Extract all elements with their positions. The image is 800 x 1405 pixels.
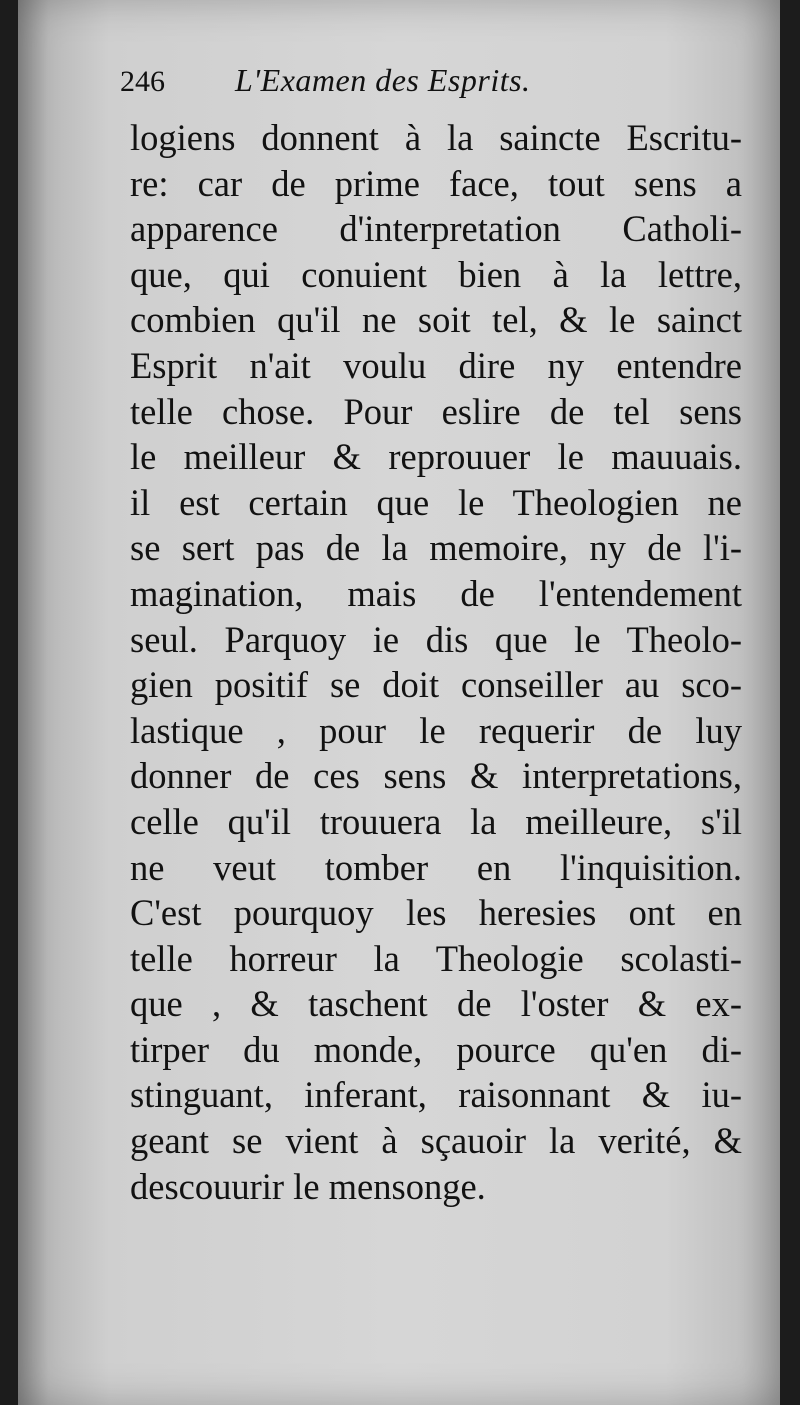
text-line: C'est pourquoy les heresies ont en (130, 892, 742, 934)
text-line: donner de ces sens & interpretations, (130, 755, 742, 797)
text-line: que , & taschent de l'oster & ex- (130, 983, 742, 1025)
text-line: ne veut tomber en l'inquisition. (130, 846, 742, 888)
page-number: 246 (120, 65, 165, 98)
body-text (130, 115, 742, 1209)
text-line: stinguant, inferant, raisonnant & iu- (130, 1074, 742, 1116)
text-line: se sert pas de la memoire, ny de l'i- (130, 527, 742, 569)
page-header (120, 62, 680, 112)
text-line: le meilleur & reprouuer le mauuais. (130, 436, 742, 478)
text-line: magination, mais de l'entendement (130, 572, 742, 614)
text-line: telle chose. Pour eslire de tel sens (130, 390, 742, 432)
text-line: gien positif se doit conseiller au sco- (130, 664, 742, 706)
text-line: lastique , pour le requerir de luy (130, 709, 742, 751)
text-line: logiens donnent à la saincte Escritu- (130, 117, 742, 158)
text-line: que, qui conuient bien à la lettre, (130, 253, 742, 295)
text-line: Esprit n'ait voulu dire ny entendre (130, 344, 742, 386)
running-title: L'Examen des Esprits. (235, 62, 531, 98)
text-line: tirper du monde, pource qu'en di- (130, 1028, 742, 1070)
text-line: re: car de prime face, tout sens a (130, 162, 742, 204)
text-line: telle horreur la Theologie scolasti- (130, 937, 742, 979)
text-line-last: descouurir le mensonge. (130, 1165, 486, 1207)
text-line: seul. Parquoy ie dis que le Theolo- (130, 618, 742, 660)
text-line: geant se vient à sçauoir la verité, & (130, 1120, 742, 1162)
text-line: celle qu'il trouuera la meilleure, s'il (130, 800, 742, 842)
text-line: il est certain que le Theologien ne (130, 481, 742, 523)
text-line: apparence d'interpretation Catholi- (130, 208, 742, 250)
text-line: combien qu'il ne soit tel, & le sainct (130, 299, 742, 341)
